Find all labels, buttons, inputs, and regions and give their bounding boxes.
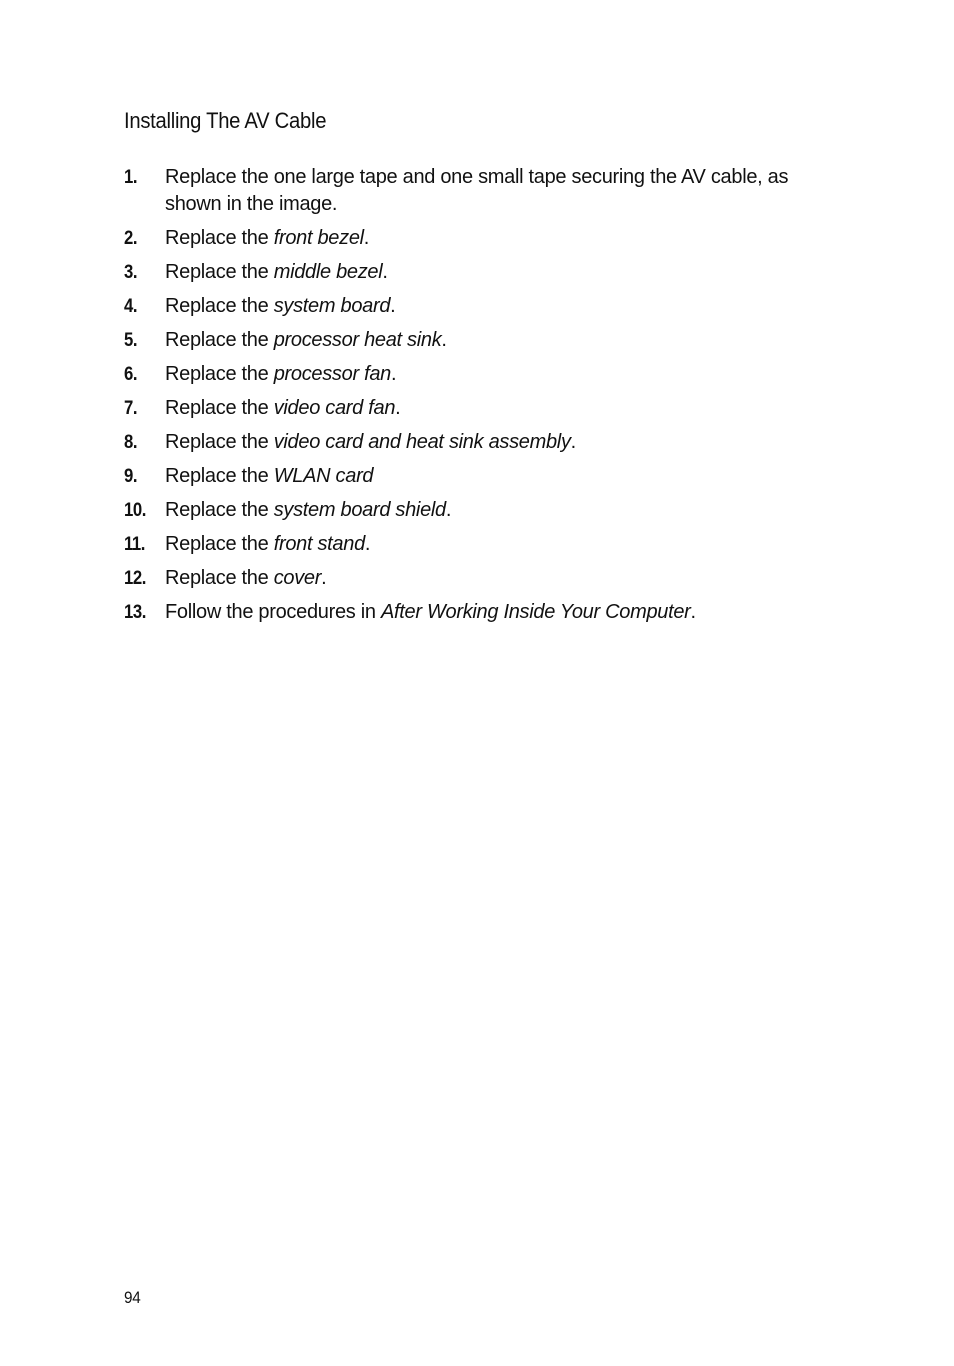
step-prefix: Replace the: [165, 363, 274, 385]
step-text: [165, 225, 844, 252]
step-text: [165, 327, 844, 354]
step-prefix: Replace the: [165, 499, 274, 521]
step-text: [165, 293, 844, 320]
step-suffix: .: [382, 261, 388, 283]
step-suffix: .: [395, 397, 401, 419]
step-reference-link[interactable]: front stand: [273, 533, 365, 555]
step-suffix: .: [390, 363, 397, 385]
step-suffix: .: [441, 329, 447, 351]
step-prefix: Replace the: [165, 295, 274, 317]
step-item: [124, 327, 844, 354]
step-item: [124, 599, 844, 626]
step-text: [165, 164, 844, 218]
step-text: [165, 429, 844, 456]
step-suffix: .: [570, 431, 576, 453]
step-item: [124, 164, 844, 218]
step-number: 5.: [124, 330, 138, 351]
step-number: 8.: [124, 432, 138, 453]
step-prefix: Replace the: [165, 533, 274, 555]
step-prefix: Replace the: [165, 465, 274, 487]
step-suffix: .: [321, 567, 327, 589]
step-text: [165, 463, 844, 490]
step-item: [124, 293, 844, 320]
step-text: [165, 599, 844, 626]
step-item: [124, 429, 844, 456]
steps-list: [124, 164, 844, 633]
step-reference-link[interactable]: front bezel: [273, 227, 364, 249]
step-reference-link[interactable]: system board shield: [273, 499, 446, 521]
step-item: [124, 497, 844, 524]
step-number: 11.: [124, 534, 146, 555]
step-reference-link[interactable]: video card fan: [273, 397, 396, 419]
step-item: [124, 531, 844, 558]
step-number: 1.: [124, 167, 138, 188]
step-prefix: Replace the: [165, 227, 274, 249]
step-item: [124, 225, 844, 252]
step-item: [124, 395, 844, 422]
step-suffix: .: [445, 499, 452, 521]
step-suffix: .: [390, 295, 396, 317]
step-prefix: Replace the: [165, 397, 274, 419]
step-text: [165, 259, 844, 286]
step-prefix: Replace the: [165, 329, 274, 351]
step-number: 13.: [124, 602, 146, 623]
step-item: [124, 259, 844, 286]
step-prefix: Replace the: [165, 261, 274, 283]
step-prefix: Replace the: [165, 567, 274, 589]
step-reference-link[interactable]: processor heat sink: [273, 329, 442, 351]
page-title: Installing The AV Cable: [124, 108, 327, 133]
step-prefix: Replace the one large tape and one small tape securing the AV cable, as shown in the image.: [165, 166, 789, 215]
step-suffix: .: [690, 601, 696, 623]
step-reference-link[interactable]: cover: [273, 567, 322, 589]
step-item: [124, 565, 844, 592]
step-number: 3.: [124, 262, 138, 283]
step-item: [124, 361, 844, 388]
step-text: [165, 395, 844, 422]
step-reference-link[interactable]: video card and heat sink assembly: [273, 431, 571, 453]
step-reference-link[interactable]: WLAN card: [273, 465, 374, 487]
step-number: 2.: [124, 228, 138, 249]
step-suffix: .: [363, 227, 370, 249]
step-reference-link[interactable]: processor fan: [273, 363, 391, 385]
step-prefix: Follow the procedures in: [165, 601, 381, 623]
step-number: 12.: [124, 568, 146, 589]
step-number: 4.: [124, 296, 138, 317]
page-number: 94: [124, 1288, 141, 1307]
step-text: [165, 361, 844, 388]
step-item: [124, 463, 844, 490]
step-number: 6.: [124, 364, 138, 385]
step-suffix: .: [364, 533, 371, 555]
step-text: [165, 531, 844, 558]
step-reference-link[interactable]: middle bezel: [273, 261, 383, 283]
step-reference-link[interactable]: After Working Inside Your Computer: [380, 601, 691, 623]
step-number: 10.: [124, 500, 146, 521]
step-number: 9.: [124, 466, 138, 487]
step-prefix: Replace the: [165, 431, 274, 453]
step-reference-link[interactable]: system board: [273, 295, 391, 317]
step-number: 7.: [124, 398, 138, 419]
step-text: [165, 565, 844, 592]
step-text: [165, 497, 844, 524]
